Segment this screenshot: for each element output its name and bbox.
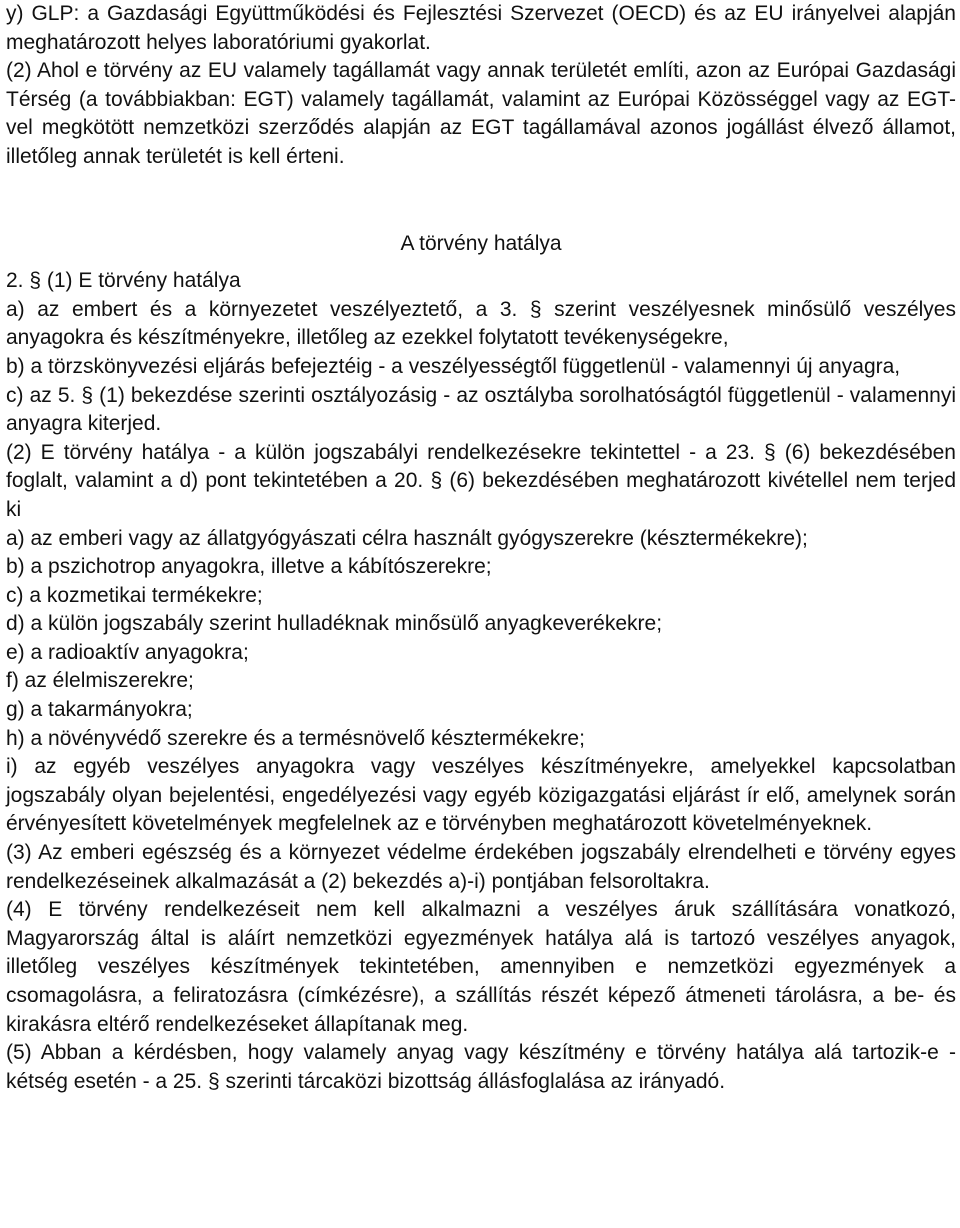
list-item-b: b) a törzskönyvezési eljárás befejeztéig - a veszélyességtől függetlenül - valamennyi új anyagra, <box>6 354 901 378</box>
exception-item-e: e) a radioaktív anyagokra; <box>6 640 249 664</box>
document-page <box>6 0 956 1096</box>
exception-item-b: b) a pszichotrop anyagokra, illetve a kábítószerekre; <box>6 555 492 579</box>
paragraph-5: (5) Abban a kérdésben, hogy valamely anyag vagy készítmény e törvény hatálya alá tartozik-e - kétség esetén - a 25. § szerinti tárcaközi bizottság állásfoglalása az irányadó. <box>6 1041 956 1093</box>
paragraph-scope-intro: 2. § (1) E törvény hatálya <box>6 269 241 293</box>
paragraph-3: (3) Az emberi egészség és a környezet védelme érdekében jogszabály elrendelheti e törvény egyes rendelkezéseinek alkalmazását a (2) bekezdés a)-i) pontjában felsoroltakra. <box>6 841 956 893</box>
exception-item-c: c) a kozmetikai termékekre; <box>6 583 263 607</box>
exception-item-a: a) az emberi vagy az állatgyógyászati célra használt gyógyszerekre (késztermékekre); <box>6 526 808 550</box>
paragraph-exceptions: (2) E törvény hatálya - a külön jogszabályi rendelkezésekre tekintettel - a 23. § (6) bekezdésében foglalt, valamint a d) pont tekintetében a 20. § (6) bekezdésében meghatározott kivétellel nem terjed ki <box>6 440 956 521</box>
exception-item-g: g) a takarmányokra; <box>6 698 193 722</box>
list-item-c: c) az 5. § (1) bekezdése szerinti osztályozásig - az osztályba sorolhatóságtól függetlenül - valamennyi anyagra kiterjed. <box>6 383 956 436</box>
exception-item-f: f) az élelmiszerekre; <box>6 669 194 693</box>
paragraph-glp-definition: y) GLP: a Gazdasági Együttműködési és Fejlesztési Szervezet (OECD) és az EU irányelvei alapján meghatározott helyes laboratóriumi gyakorlat. <box>6 2 956 54</box>
paragraph-eu-member-state: (2) Ahol e törvény az EU valamely tagállamát vagy annak területét említi, azon az Európai Gazdasági Térség (a továbbiakban: EGT) valamely tagállamát, valamint az Európai Közösséggel vagy az EGT-vel megkötött nemzetközi szerződés alapján az EGT tagállamával azonos jogállást élvező államot, illetőleg annak területét is kell érteni. <box>6 59 956 168</box>
exception-item-d: d) a külön jogszabály szerint hulladéknak minősülő anyagkeverékekre; <box>6 612 663 636</box>
list-item-a: a) az embert és a környezetet veszélyeztető, a 3. § szerint veszélyesnek minősülő veszélyes anyagokra és készítményekre, illetőleg az ezekkel folytatott tevékenységekre, <box>6 297 956 350</box>
paragraph-4: (4) E törvény rendelkezéseit nem kell alkalmazni a veszélyes áruk szállítására vonatkozó, Magyarország által is aláírt nemzetközi egyezmények hatálya alá is tartozó veszélyes anyagok, illetőleg veszélyes készítmények tekintetében, amennyiben e nemzetközi egyezmények a csomagolásra, a feliratozásra (címkézésre), a szállítás részét képező átmeneti tárolásra, a be- és kirakásra eltérő rendelkezéseket állapítanak meg. <box>6 898 956 1036</box>
exception-item-i: i) az egyéb veszélyes anyagokra vagy veszélyes készítményekre, amelyekkel kapcsolatban jogszabály olyan bejelentési, engedélyezési vagy egyéb közigazgatási eljárást ír elő, amelynek során érvényesített követelmények megfelelnek az e törvényben meghatározott követelményeknek. <box>6 755 956 836</box>
section-heading: A törvény hatálya <box>400 231 562 255</box>
exception-item-h: h) a növényvédő szerekre és a termésnövelő késztermékekre; <box>6 726 585 750</box>
